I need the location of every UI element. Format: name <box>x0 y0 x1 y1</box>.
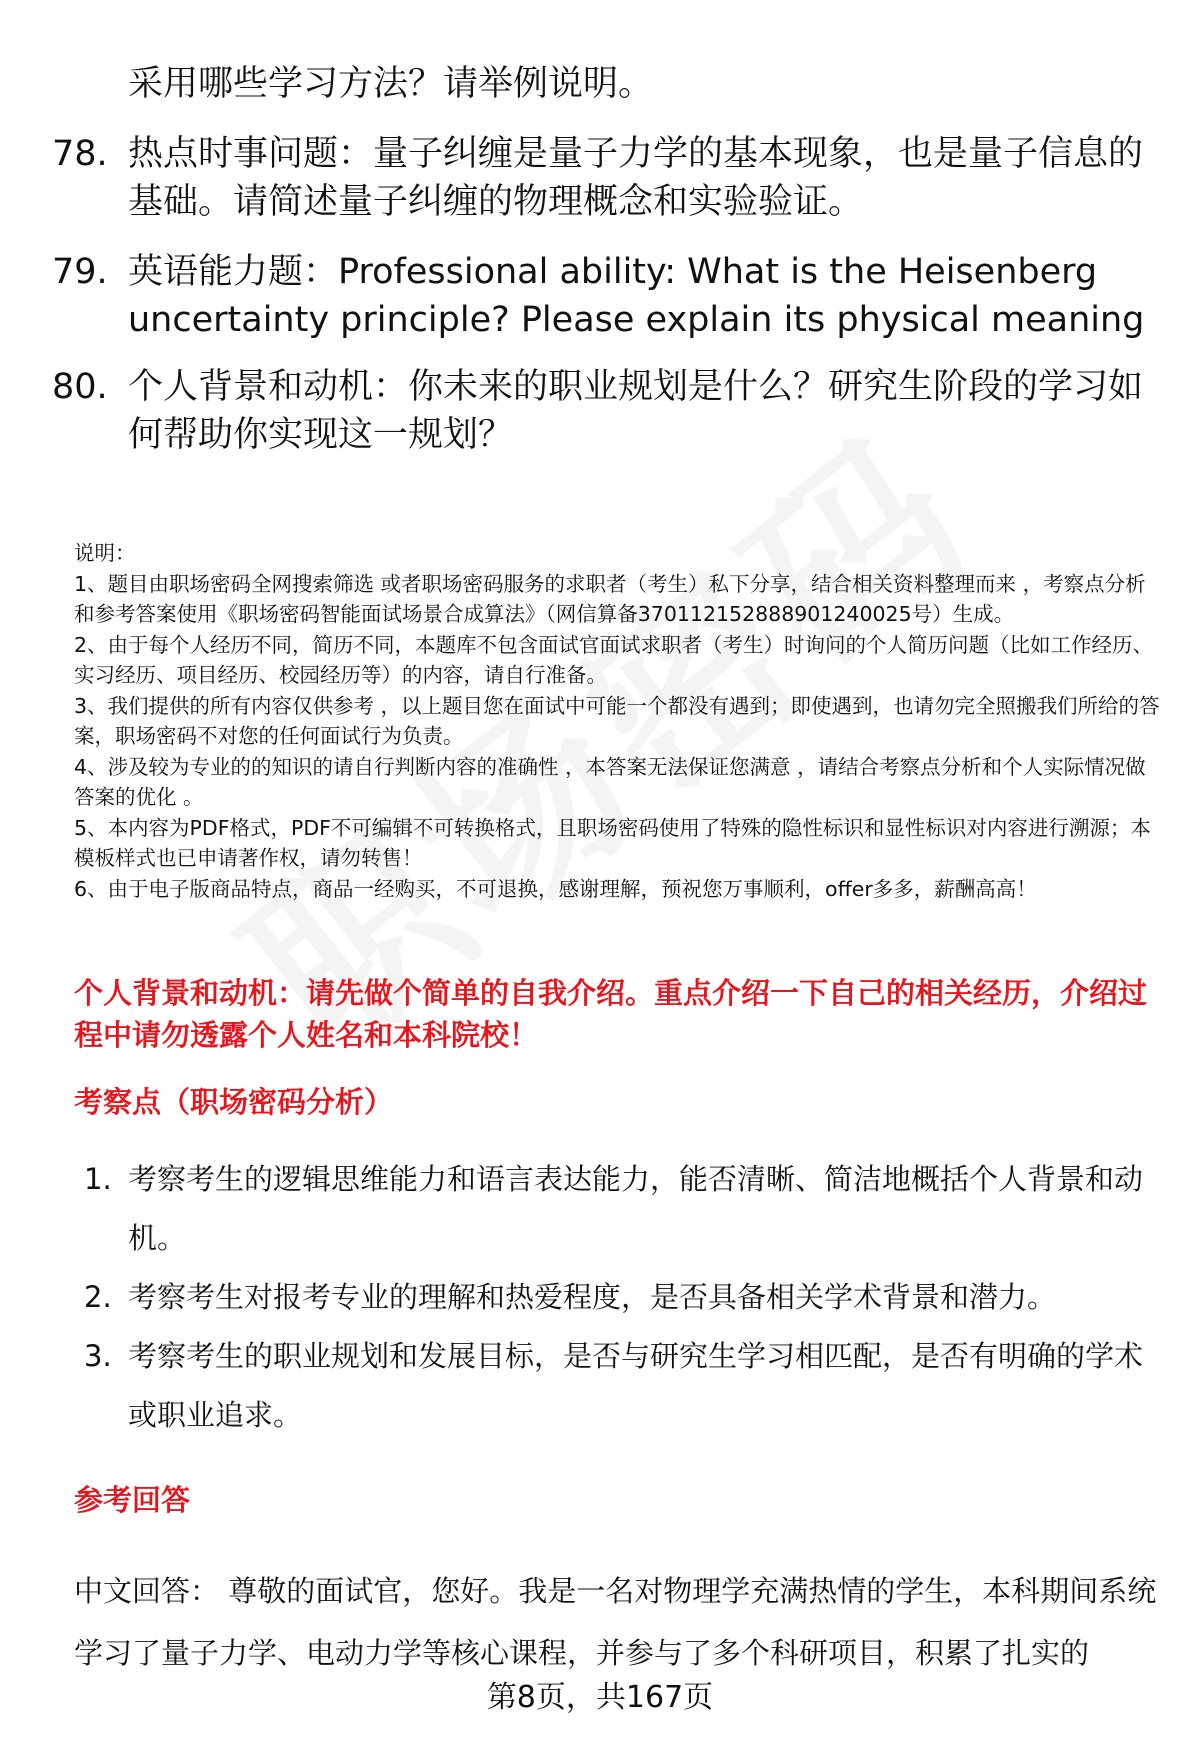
note-item: 6、由于电子版商品特点，商品一经购买，不可退换，感谢理解，预祝您万事顺利，offer多多，薪酬高高！ <box>74 876 1037 901</box>
question-77-continued: 采用哪些学习方法？请举例说明。 <box>128 64 654 104</box>
point-number: 2. <box>84 1280 112 1314</box>
note-item: 2、由于每个人经历不同，简历不同，本题库不包含面试官面试求职者（考生）时询问的个人简历问题（比如工作经历、实习经历、项目经历、校园经历等）的内容，请自行准备。 <box>74 632 1154 687</box>
question-text: 个人背景和动机：你未来的职业规划是什么？研究生阶段的学习如何帮助你实现这一规划？ <box>128 367 1144 455</box>
question-number: 78. <box>52 134 108 174</box>
analysis-points <box>84 1150 1164 1445</box>
reference-answer: 中文回答： 尊敬的面试官，您好。我是一名对物理学充满热情的学生，本科期间系统学习了量子力学、电动力学等核心课程，并参与了多个科研项目，积累了扎实的 <box>74 1574 1157 1670</box>
question-80 <box>52 363 1152 459</box>
analysis-point <box>84 1150 1164 1268</box>
analysis-point <box>84 1268 1164 1327</box>
note-item: 5、本内容为PDF格式，PDF不可编辑不可转换格式，且职场密码使用了特殊的隐性标识和显性标识对内容进行溯源；本模板样式也已申请著作权，请勿转售！ <box>74 815 1151 870</box>
notes-title: 说明： <box>74 541 136 565</box>
main-question: 个人背景和动机：请先做个简单的自我介绍。重点介绍一下自己的相关经历，介绍过程中请勿透露个人姓名和本科院校！ <box>74 976 1148 1052</box>
reference-heading: 参考回答 <box>74 1483 191 1517</box>
notes-section <box>74 538 1164 904</box>
question-number: 80. <box>52 367 108 407</box>
note-item: 4、涉及较为专业的的知识的请自行判断内容的准确性 ，本答案无法保证您满意 ，请结合考察点分析和个人实际情况做答案的优化 。 <box>74 754 1146 809</box>
page-footer: 第8页，共167页 <box>486 1680 714 1715</box>
analysis-point <box>84 1327 1164 1445</box>
question-text: 英语能力题：Professional ability: What is the Heisenberg uncertainty principle? Please explain its physical meaning <box>128 252 1145 340</box>
point-number: 1. <box>84 1162 112 1196</box>
question-text: 热点时事问题：量子纠缠是量子力学的基本现象，也是量子信息的基础。请简述量子纠缠的物理概念和实验验证。 <box>128 134 1144 222</box>
question-78 <box>52 130 1152 226</box>
analysis-heading: 考察点（职场密码分析） <box>74 1085 394 1119</box>
question-number: 79. <box>52 252 108 292</box>
question-79 <box>52 248 1152 344</box>
point-text: 考察考生的职业规划和发展目标，是否与研究生学习相匹配，是否有明确的学术或职业追求。 <box>128 1339 1144 1432</box>
note-item: 1、题目由职场密码全网搜索筛选 或者职场密码服务的求职者（考生）私下分享，结合相关资料整理而来 ，考察点分析和参考答案使用《职场密码智能面试场景合成算法》（网信算备370112152888901240025号）生成。 <box>74 571 1146 626</box>
note-item: 3、我们提供的所有内容仅供参考 ，以上题目您在面试中可能一个都没有遇到；即使遇到，也请勿完全照搬我们所给的答案，职场密码不对您的任何面试行为负责。 <box>74 693 1160 748</box>
point-text: 考察考生对报考专业的理解和热爱程度，是否具备相关学术背景和潜力。 <box>128 1280 1057 1314</box>
point-number: 3. <box>84 1339 112 1373</box>
point-text: 考察考生的逻辑思维能力和语言表达能力，能否清晰、简洁地概括个人背景和动机。 <box>128 1162 1144 1255</box>
